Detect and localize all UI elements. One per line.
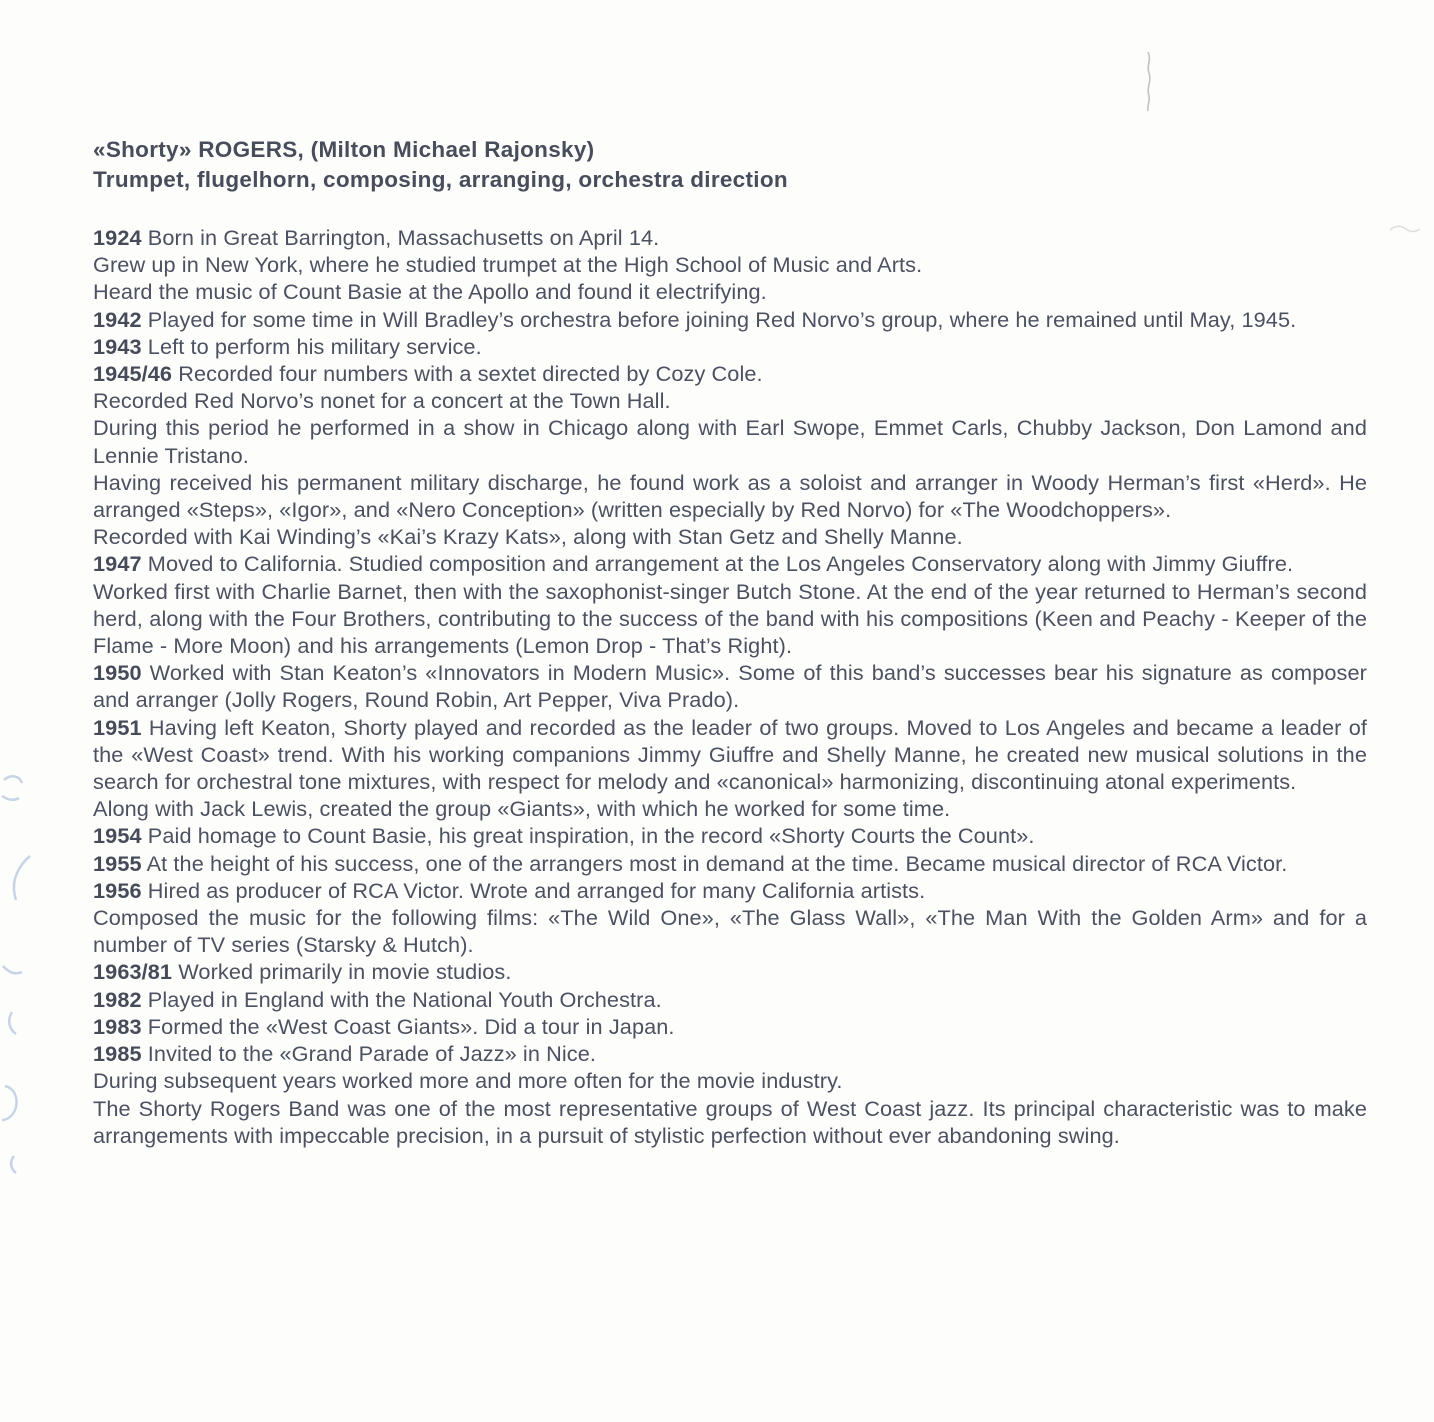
entry-year: 1950 [93,660,142,686]
entry-year: 1924 [93,225,142,250]
bio-entry: Grew up in New York, where he studied trumpet at the High School of Music and Arts. [93,252,923,278]
entry-year: 1942 [93,306,142,332]
bio-entry: 1950 Worked with Stan Keaton’s «Innovators in Modern Music». Some of this band’s successes bear his signature as composer and arranger (Jolly Rogers, Round Robin, Art Pepper, Viva Prado). [93,660,1367,713]
pencil-scan-mark [1135,48,1165,118]
bio-entry: 1942 Played for some time in Will Bradley’s orchestra before joining Red Norvo’s group, where he remained until May, 1945. [93,306,1297,332]
bio-entry: During subsequent years worked more and more often for the movie industry. [93,1068,843,1094]
bio-entry: 1947 Moved to California. Studied composition and arrangement at the Los Angeles Conservatory along with Jimmy Giuffre. [93,551,1294,577]
bio-entry: The Shorty Rogers Band was one of the most representative groups of West Coast jazz. Its principal characteristic was to make arrangements with impeccable precision, in a pursuit of stylistic perfection without ever abandoning swing. [93,1095,1367,1148]
bio-entry: 1982 Played in England with the National Youth Orchestra. [93,986,662,1012]
entry-year: 1983 [93,1013,142,1039]
entry-year: 1982 [93,986,142,1012]
entry-year: 1945/46 [93,361,173,387]
biography [93,135,1367,1149]
bio-entry: Recorded with Kai Winding’s «Kai’s Krazy Kats», along with Stan Getz and Shelly Manne. [93,524,963,550]
bio-entry: 1945/46 Recorded four numbers with a sextet directed by Cozy Cole. [93,361,763,387]
bio-entry: 1956 Hired as producer of RCA Victor. Wrote and arranged for many California artists. [93,877,926,903]
bio-entry: 1924 Born in Great Barrington, Massachusetts on April 14. [93,225,660,250]
entry-year: 1963/81 [93,959,173,985]
bio-entry: 1955 At the height of his success, one of the arrangers most in demand at the time. Became musical director of RCA Victor. [93,850,1288,876]
entry-year: 1985 [93,1041,142,1067]
bio-entry: 1983 Formed the «West Coast Giants». Did a tour in Japan. [93,1013,675,1039]
entry-year: 1951 [93,714,142,740]
bio-entry: Composed the music for the following films: «The Wild One», «The Glass Wall», «The Man With the Golden Arm» and for a number of TV series (Starsky & Hutch). [93,905,1367,958]
entry-year: 1956 [93,877,142,903]
bio-entry: Along with Jack Lewis, created the group «Giants», with which he worked for some time. [93,796,951,822]
page-title: «Shorty» ROGERS, (Milton Michael Rajonsky) [93,137,595,162]
bio-entry: Having received his permanent military discharge, he found work as a soloist and arranger in Woody Herman’s first «Herd». He arranged «Steps», «Igor», and «Nero Conception» (written especially by Red Norvo) for «The Woodchoppers». [93,469,1367,523]
entry-year: 1947 [93,551,142,577]
bio-entry: 1985 Invited to the «Grand Parade of Jazz» in Nice. [93,1041,597,1067]
entry-year: 1955 [93,850,142,876]
entry-year: 1943 [93,333,142,359]
bio-entry: 1963/81 Worked primarily in movie studios. [93,959,512,985]
bio-entry: 1954 Paid homage to Count Basie, his great inspiration, in the record «Shorty Courts the Count». [93,823,1035,849]
bio-entry: Recorded Red Norvo’s nonet for a concert at the Town Hall. [93,388,671,414]
biography-entries [93,224,1367,1149]
entry-year: 1954 [93,823,142,849]
bio-entry: Worked first with Charlie Barnet, then with the saxophonist-singer Butch Stone. At the end of the year returned to Herman’s second herd, along with the Four Brothers, contributing to the success of the band with his compositions (Keen and Peachy - Keeper of the Flame - More Moon) and his arrangements (Lemon Drop - That’s Right). [93,578,1367,659]
bio-entry: During this period he performed in a show in Chicago along with Earl Swope, Emmet Carls, Chubby Jackson, Don Lamond and Lennie Tristano. [93,415,1367,468]
blue-pen-scan-marks [0,770,50,1190]
bio-entry: 1951 Having left Keaton, Shorty played and recorded as the leader of two groups. Moved to Los Angeles and became a leader of the «West Coast» trend. With his working companions Jimmy Giuffre and Shelly Manne, he created new musical solutions in the search for orchestral tone mixtures, with respect for melody and «canonical» harmonizing, discontinuing atonal experiments. [93,714,1367,795]
bio-entry: 1943 Left to perform his military service. [93,333,482,359]
bio-entry: Heard the music of Count Basie at the Apollo and found it electrifying. [93,279,767,305]
tilde-scan-mark [1388,222,1422,236]
page-subtitle: Trumpet, flugelhorn, composing, arranging, orchestra direction [93,167,788,192]
